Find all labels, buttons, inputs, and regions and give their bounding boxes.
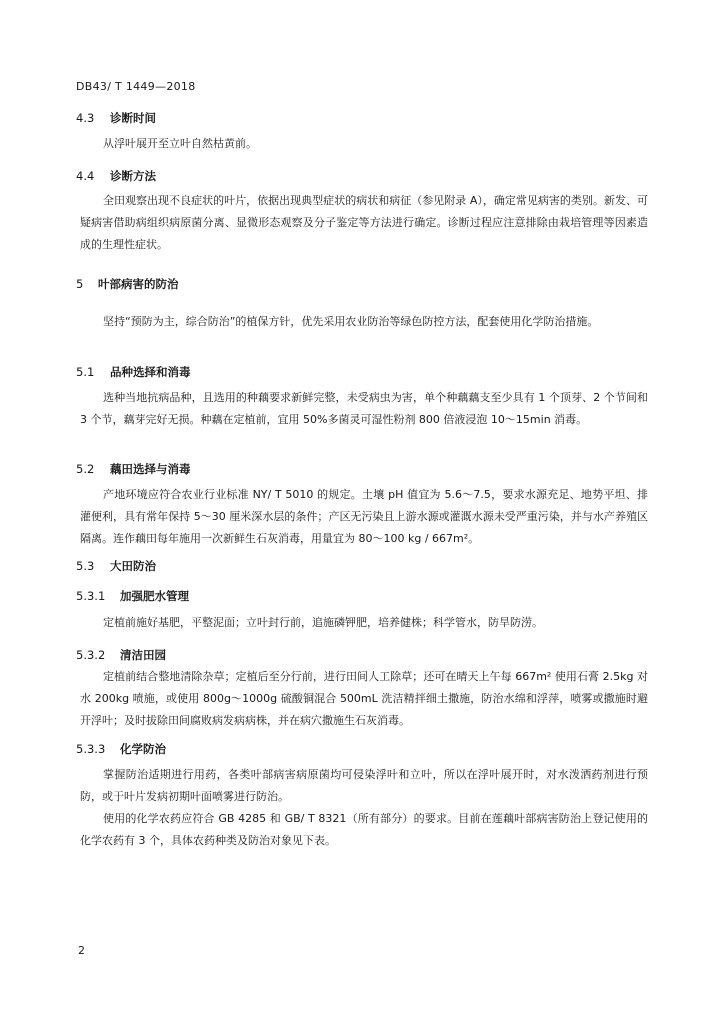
section-heading-5-2 — [76, 461, 191, 477]
section-title: 藕田选择与消毒 — [110, 462, 191, 476]
paragraph-5-3-3-b: 使用的化学农药应符合 GB 4285 和 GB/ T 8321（所有部分）的要求。目前在莲藕叶部病害防治上登记使用的化学农药有 3 个，具体农药种类及防治对象见下表。 — [80, 812, 648, 847]
section-number: 5.1 — [76, 365, 95, 379]
section-number: 5.3 — [76, 559, 95, 573]
section-number: 4.4 — [76, 169, 95, 183]
section-number: 4.3 — [76, 111, 95, 125]
section-title: 品种选择和消毒 — [110, 365, 191, 379]
paragraph-5-1: 选种当地抗病品种，且选用的种藕要求新鲜完整，未受病虫为害，单个种藕藕支至少具有 1 个顶芽、2 个节间和 3 个节，藕芽完好无损。种藕在定植前，宜用 50%多菌灵可湿性粉剂 800 倍液浸泡 10～15min 消毒。 — [80, 391, 648, 426]
section-heading-5-3 — [76, 558, 156, 574]
paragraph-4-4: 全田观察出现不良症状的叶片，依据出现典型症状的病状和病征（参见附录 A），确定常见病害的类别。新发、可疑病害借助病组织病原菌分离、显微形态观察及分子鉴定等方法进行确定。诊断过程应注意排除由栽培管理等因素造成的生理性症状。 — [80, 194, 648, 251]
section-number: 5.2 — [76, 462, 95, 476]
document-code: DB43/ T 1449—2018 — [76, 80, 196, 93]
page-number: 2 — [78, 944, 85, 957]
paragraph-4-3: 从浮叶展开至立叶自然枯黄前。 — [103, 137, 257, 150]
section-title: 清洁田园 — [120, 648, 166, 662]
section-title: 化学防治 — [120, 742, 166, 756]
section-number: 5.3.3 — [76, 742, 106, 756]
section-title: 诊断方法 — [110, 169, 156, 183]
section-title: 加强肥水管理 — [120, 589, 189, 603]
paragraph-5-2: 产地环境应符合农业行业标准 NY/ T 5010 的规定。土壤 pH 值宜为 5.6～7.5，要求水源充足、地势平坦、排灌便利，具有常年保持 5～30 厘米深水层的条件；产区无污染且上游水源或灌溉水源未受严重污染，并与水产养殖区隔离。连作藕田每年施用一次新鲜生石灰消毒，用量宜为 80～100 kg / 667m²。 — [80, 488, 648, 545]
section-heading-5-3-1 — [76, 588, 189, 604]
paragraph-5: 坚持“预防为主，综合防治”的植保方针，优先采用农业防治等绿色防控方法，配套使用化学防治措施。 — [103, 315, 599, 328]
paragraph-5-3-2: 定植前结合整地清除杂草；定植后至分行前，进行田间人工除草；还可在晴天上午每 667m² 使用石膏 2.5kg 对水 200kg 喷施，或使用 800g～1000g 硫酸铜混合 500mL 洗洁精拌细土撒施，防治水绵和浮萍，喷雾或撒施时避开浮叶；及时拔除田间腐败病发病病株，并在病穴撒施生石灰消毒。 — [80, 670, 648, 727]
section-heading-5-3-3 — [76, 741, 166, 757]
section-heading-5-1 — [76, 364, 191, 380]
section-heading-4-4 — [76, 168, 156, 184]
paragraph-5-3-1: 定植前施好基肥，平整泥面；立叶封行前，追施磷钾肥，培养健株；科学管水，防旱防涝。 — [103, 616, 543, 629]
section-title: 大田防治 — [110, 559, 156, 573]
section-heading-4-3 — [76, 110, 156, 126]
section-number: 5.3.2 — [76, 648, 106, 662]
section-number: 5 — [76, 277, 84, 291]
section-title: 诊断时间 — [110, 111, 156, 125]
section-heading-5-3-2 — [76, 647, 166, 663]
paragraph-5-3-3-a: 掌握防治适期进行用药，各类叶部病害病原菌均可侵染浮叶和立叶，所以在浮叶展开时，对水泼洒药剂进行预防，或于叶片发病初期叶面喷雾进行防治。 — [80, 768, 648, 803]
section-title: 叶部病害的防治 — [98, 277, 179, 291]
section-heading-5 — [76, 276, 179, 292]
section-number: 5.3.1 — [76, 589, 106, 603]
